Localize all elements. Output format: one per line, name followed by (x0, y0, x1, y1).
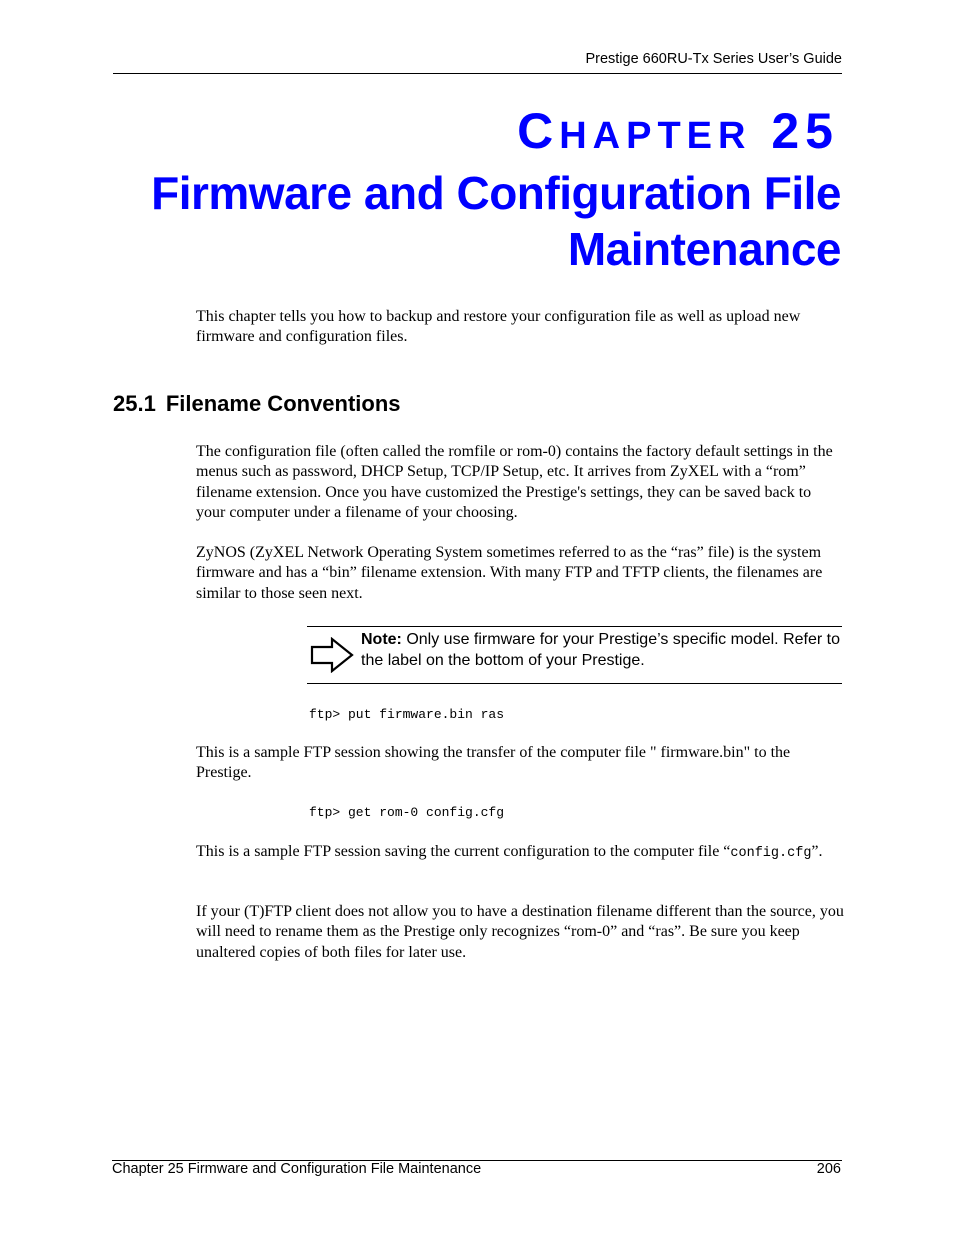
section-title: Filename Conventions (165, 391, 401, 416)
section-number: 25.1 (113, 391, 156, 416)
paragraph-get-end: ”. (811, 843, 823, 860)
arrow-right-icon (310, 637, 354, 673)
chapter-label (517, 96, 839, 171)
paragraph-get-text: This is a sample FTP session saving the current configuration to the computer file “ (196, 843, 731, 860)
paragraph-zynos: ZyNOS (ZyXEL Network Operating System sometimes referred to as the “ras” file) is the system firmware and has a “bin” filename extension. With many FTP and TFTP clients, the filenames are similar to those seen next. (196, 544, 823, 602)
code-get-command: ftp> get rom-0 config.cfg (309, 805, 505, 820)
section-heading (113, 390, 401, 418)
chapter-number: 25 (771, 103, 839, 159)
paragraph-get-session (196, 842, 844, 864)
note-label: Note: (361, 631, 402, 648)
intro-paragraph: This chapter tells you how to backup and restore your configuration file as well as upload new firmware and configuration files. (196, 308, 801, 346)
paragraph-rename: If your (T)FTP client does not allow you to have a destination filename different than the source, you will need to rename them as the Prestige only recognizes “rom-0” and “ras”. Be sure you keep unaltered copies of both files for later use. (196, 903, 844, 961)
note-body: Only use firmware for your Prestige’s specific model. Refer to the label on the bottom of your Prestige. (361, 631, 840, 669)
page-number: 206 (816, 1161, 841, 1177)
chapter-label-initial: C (517, 103, 560, 159)
chapter-label-rest: HAPTER (559, 115, 752, 157)
footer-chapter-title: Chapter 25 Firmware and Configuration File Maintenance (112, 1161, 482, 1177)
paragraph-config-file: The configuration file (often called the romfile or rom-0) contains the factory default settings in the menus such as password, DHCP Setup, TCP/IP Setup, etc. It arrives from ZyXEL with a “rom” filename extension. Once you have customized the Prestige's settings, they can be saved back to your computer under a filename of your choosing. (196, 443, 833, 521)
note-text (361, 629, 841, 671)
inline-code-config: config.cfg (730, 846, 812, 861)
code-put-command: ftp> put firmware.bin ras (309, 707, 505, 722)
header-rule (113, 73, 842, 74)
paragraph-put-session: This is a sample FTP session showing the transfer of the computer file " firmware.bin" to the Prestige. (196, 744, 791, 782)
note-box (307, 626, 842, 684)
chapter-title: Firmware and Configuration File Maintenance (151, 167, 841, 275)
running-header: Prestige 660RU-Tx Series User’s Guide (585, 51, 842, 67)
